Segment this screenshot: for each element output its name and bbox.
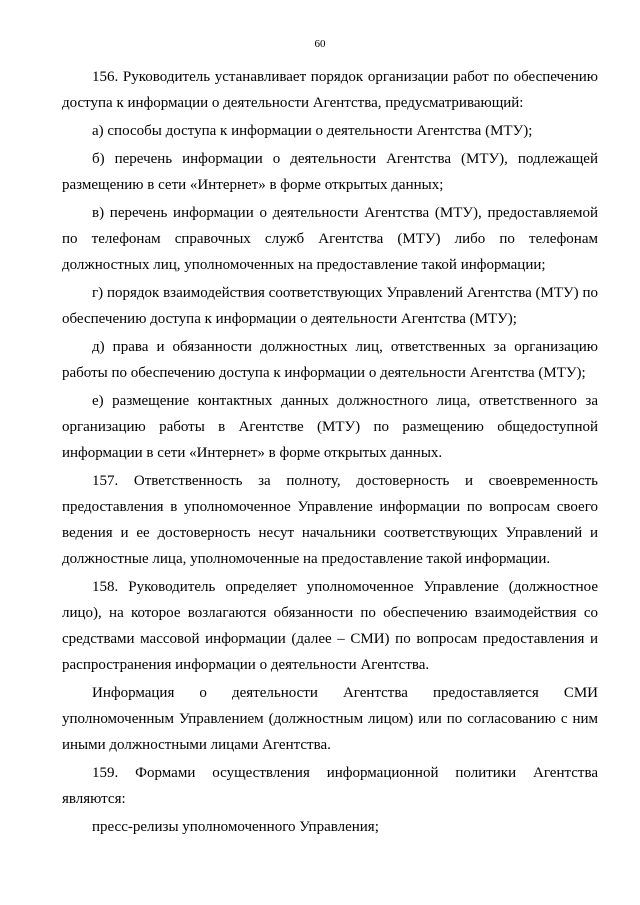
- document-body: [62, 64, 598, 840]
- paragraph-158: 158. Руководитель определяет уполномоченное Управление (должностное лицо), на которое возлагаются обязанности по обеспечению взаимодействия со средствами массовой информации (далее – СМИ) по вопросам предоставления и распространения информации о деятельности Агентства.: [62, 579, 598, 673]
- paragraph-157: 157. Ответственность за полноту, достоверность и своевременность предоставления в уполномоченное Управление информации по вопросам своего ведения и ее достоверность несут начальники соответствующих Управлений и должностные лица, уполномоченные на предоставление такой информации.: [62, 473, 598, 567]
- list-item-e: е) размещение контактных данных должностного лица, ответственного за организацию работы в Агентстве (МТУ) по размещению общедоступной информации в сети «Интернет» в форме открытых данных.: [62, 393, 598, 461]
- paragraph-159: 159. Формами осуществления информационной политики Агентства являются:: [62, 765, 598, 807]
- paragraph-156: 156. Руководитель устанавливает порядок организации работ по обеспечению доступа к информации о деятельности Агентства, предусматривающий:: [62, 69, 598, 111]
- list-item-press-releases: пресс-релизы уполномоченного Управления;: [92, 819, 379, 835]
- paragraph-158-continued: Информация о деятельности Агентства предоставляется СМИ уполномоченным Управлением (должностным лицом) или по согласованию с ним иными должностными лицами Агентства.: [62, 685, 598, 753]
- list-item-v: в) перечень информации о деятельности Агентства (МТУ), предоставляемой по телефонам справочных служб Агентства (МТУ) либо по телефонам должностных лиц, уполномоченных на предоставление такой информации;: [62, 205, 598, 273]
- list-item-a: а) способы доступа к информации о деятельности Агентства (МТУ);: [92, 123, 533, 139]
- page-number: 60: [314, 38, 326, 50]
- list-item-b: б) перечень информации о деятельности Агентства (МТУ), подлежащей размещению в сети «Интернет» в форме открытых данных;: [62, 151, 598, 193]
- list-item-d: д) права и обязанности должностных лиц, ответственных за организацию работы по обеспечению доступа к информации о деятельности Агентства (МТУ);: [62, 339, 598, 381]
- list-item-g: г) порядок взаимодействия соответствующих Управлений Агентства (МТУ) по обеспечению доступа к информации о деятельности Агентства (МТУ);: [62, 285, 598, 327]
